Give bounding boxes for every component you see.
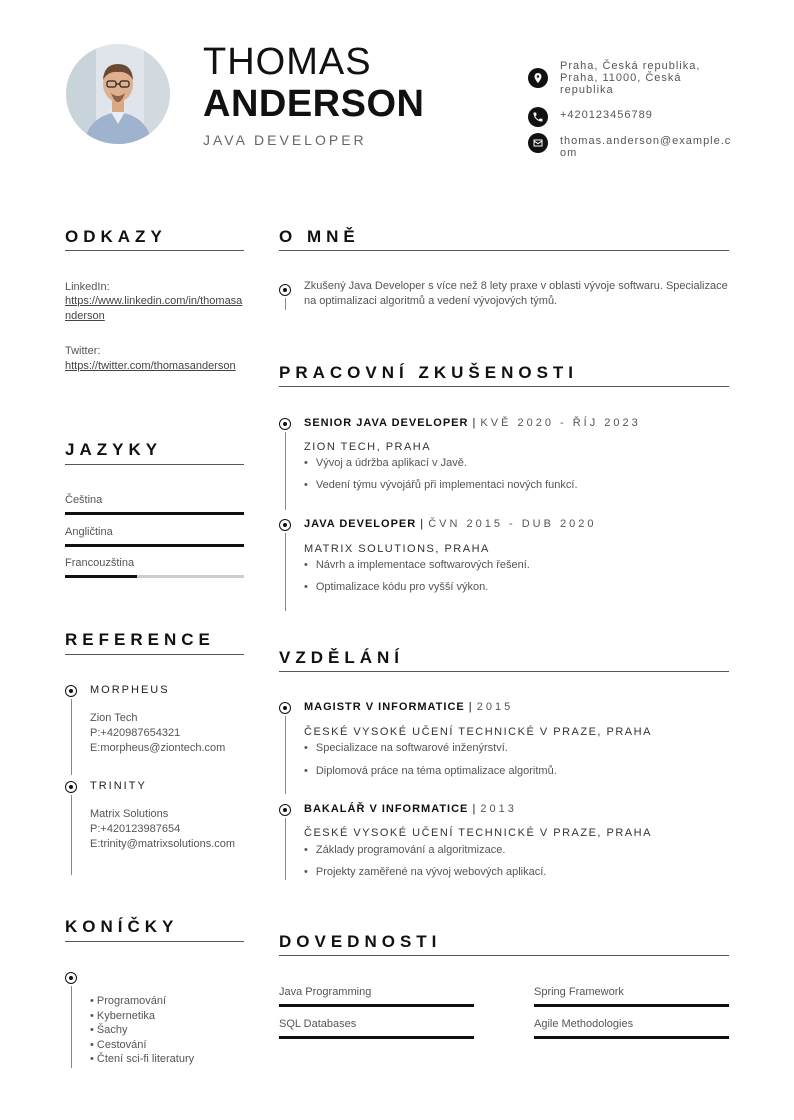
- skill-level-bar: [534, 1036, 729, 1039]
- contact-address: Praha, Česká republika, Praha, 11000, Česká republika: [560, 60, 701, 96]
- timeline-dot: [279, 702, 291, 714]
- language-name: Angličtina: [65, 526, 113, 538]
- links-divider: [65, 250, 244, 251]
- education-header: MAGISTR V INFORMATICE | 2015: [304, 701, 514, 713]
- contact-email[interactable]: thomas.anderson@example.com: [560, 135, 732, 159]
- skill-name: SQL Databases: [279, 1018, 357, 1030]
- profile-photo: [66, 44, 170, 144]
- reference-name: MORPHEUS: [90, 684, 170, 696]
- education-divider: [279, 671, 729, 672]
- hobbies-section-title: KONÍČKY: [65, 917, 179, 936]
- timeline-dot: [65, 685, 77, 697]
- hobby-item: • Kybernetika: [90, 1009, 194, 1024]
- contact-phone[interactable]: +420123456789: [560, 109, 653, 121]
- hobbies-divider: [65, 941, 244, 942]
- first-name: THOMAS: [203, 41, 372, 83]
- hobbies-list: [90, 994, 194, 1067]
- skills-divider: [279, 955, 729, 956]
- about-section-title: O MNĚ: [279, 227, 360, 246]
- experience-section-title: PRACOVNÍ ZKUŠENOSTI: [279, 363, 579, 382]
- education-year: 2015: [476, 701, 514, 713]
- job-role: SENIOR JAVA DEVELOPER: [304, 417, 469, 429]
- about-text: Zkušený Java Developer s více než 8 lety praxe v oblasti vývoje softwaru. Specializace na optimalizaci algoritmů a vedení vývojových týmů.: [304, 280, 728, 307]
- skill-level-fill: [279, 1004, 474, 1007]
- skill-level-bar: [279, 1004, 474, 1007]
- experience-divider: [279, 386, 729, 387]
- email-icon: [528, 133, 548, 153]
- job-bullet: • Optimalizace kódu pro vyšší výkon.: [304, 581, 488, 593]
- timeline-dot: [279, 519, 291, 531]
- skill-name: Spring Framework: [534, 986, 624, 998]
- job-title: JAVA DEVELOPER: [203, 132, 367, 148]
- job-role: JAVA DEVELOPER: [304, 518, 417, 530]
- skill-name: Java Programming: [279, 986, 372, 998]
- skill-level-fill: [534, 1004, 729, 1007]
- hobby-item: • Programování: [90, 994, 194, 1009]
- references-section-title: REFERENCE: [65, 630, 215, 649]
- reference-email[interactable]: E:trinity@matrixsolutions.com: [90, 838, 236, 850]
- languages-section-title: JAZYKY: [65, 440, 163, 459]
- skills-section-title: DOVEDNOSTI: [279, 932, 442, 951]
- language-level-fill: [65, 544, 244, 547]
- reference-company: Matrix Solutions: [90, 808, 169, 820]
- skill-level-fill: [279, 1036, 474, 1039]
- job-bullet: • Vývoj a údržba aplikací v Javě.: [304, 457, 467, 469]
- job-header: SENIOR JAVA DEVELOPER | KVĚ 2020 - ŘÍJ 2023: [304, 417, 641, 429]
- profile-photo-illustration: [66, 44, 170, 144]
- job-bullet: • Vedení týmu vývojářů při implementaci nových funkcí.: [304, 479, 578, 491]
- skill-level-fill: [534, 1036, 729, 1039]
- education-school: ČESKÉ VYSOKÉ UČENÍ TECHNICKÉ V PRAZE, PRAHA: [304, 827, 652, 839]
- linkedin-link[interactable]: https://www.linkedin.com/in/thomasanderson: [65, 295, 243, 322]
- skill-level-bar: [279, 1036, 474, 1039]
- references-divider: [65, 654, 244, 655]
- timeline-line: [71, 699, 72, 775]
- about-divider: [279, 250, 729, 251]
- hobby-item: • Cestování: [90, 1038, 194, 1053]
- education-degree: MAGISTR V INFORMATICE: [304, 701, 465, 713]
- twitter-label: Twitter:: [65, 345, 101, 357]
- timeline-dot: [279, 418, 291, 430]
- timeline-line: [285, 298, 286, 310]
- timeline-dot: [65, 972, 77, 984]
- education-bullet: • Projekty zaměřené na vývoj webových aplikací.: [304, 866, 546, 878]
- education-year: 2013: [480, 803, 517, 815]
- timeline-line: [285, 818, 286, 880]
- links-section-title: ODKAZY: [65, 227, 167, 246]
- language-name: Francouzština: [65, 557, 135, 569]
- reference-phone: P:+420987654321: [90, 727, 181, 739]
- last-name: ANDERSON: [203, 83, 425, 125]
- reference-name: TRINITY: [90, 780, 147, 792]
- languages-divider: [65, 464, 244, 465]
- timeline-dot: [279, 804, 291, 816]
- timeline-line: [285, 716, 286, 794]
- job-bullet: • Návrh a implementace softwarových řešení.: [304, 559, 530, 571]
- reference-company: Zion Tech: [90, 712, 138, 724]
- education-degree: BAKALÁŘ V INFORMATICE: [304, 803, 469, 815]
- timeline-dot: [65, 781, 77, 793]
- language-level-bar: [65, 575, 244, 578]
- reference-phone: P:+420123987654: [90, 823, 181, 835]
- location-icon: [528, 68, 548, 88]
- skill-level-bar: [534, 1004, 729, 1007]
- language-level-fill: [65, 512, 244, 515]
- timeline-line: [285, 533, 286, 611]
- job-dates: KVĚ 2020 - ŘÍJ 2023: [480, 417, 641, 429]
- twitter-link[interactable]: https://twitter.com/thomasanderson: [65, 360, 236, 372]
- timeline-line: [71, 986, 72, 1068]
- linkedin-label: LinkedIn:: [65, 281, 110, 293]
- timeline-line: [285, 432, 286, 510]
- language-level-fill: [65, 575, 137, 578]
- job-dates: ČVN 2015 - DUB 2020: [428, 518, 597, 530]
- language-name: Čeština: [65, 494, 103, 506]
- education-school: ČESKÉ VYSOKÉ UČENÍ TECHNICKÉ V PRAZE, PRAHA: [304, 726, 652, 738]
- timeline-dot: [279, 284, 291, 296]
- phone-icon: [528, 107, 548, 127]
- education-bullet: • Diplomová práce na téma optimalizace algoritmů.: [304, 765, 557, 777]
- job-company: MATRIX SOLUTIONS, PRAHA: [304, 543, 490, 555]
- hobby-item: • Šachy: [90, 1023, 194, 1038]
- job-company: ZION TECH, PRAHA: [304, 441, 432, 453]
- language-level-bar: [65, 512, 244, 515]
- education-bullet: • Specializace na softwarové inženýrství.: [304, 742, 508, 754]
- job-header: JAVA DEVELOPER | ČVN 2015 - DUB 2020: [304, 518, 597, 530]
- timeline-line: [71, 795, 72, 875]
- education-header: BAKALÁŘ V INFORMATICE | 2013: [304, 803, 517, 815]
- skill-name: Agile Methodologies: [534, 1018, 634, 1030]
- hobby-item: • Čtení sci-fi literatury: [90, 1052, 194, 1067]
- reference-email[interactable]: E:morpheus@ziontech.com: [90, 742, 226, 754]
- education-section-title: VZDĚLÁNÍ: [279, 648, 404, 667]
- education-bullet: • Základy programování a algoritmizace.: [304, 844, 505, 856]
- language-level-bar: [65, 544, 244, 547]
